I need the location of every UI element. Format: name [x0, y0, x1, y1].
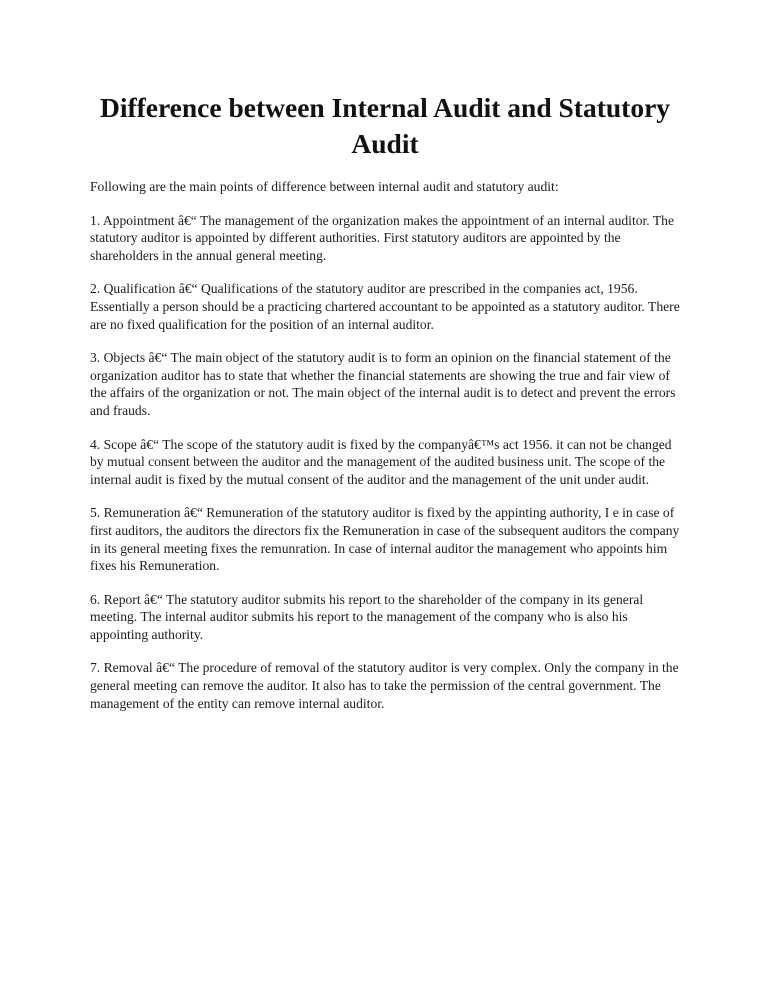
point-report: 6. Report â€“ The statutory auditor submits his report to the shareholder of the company in its general meeting. The internal auditor submits his report to the management of the company who is also his appointing authority.: [90, 591, 644, 642]
document-title: Difference between Internal Audit and Statutory Audit: [99, 92, 671, 159]
document-body: [90, 178, 680, 728]
point-appointment: 1. Appointment â€“ The management of the organization makes the appointment of an internal auditor. The statutory auditor is appointed by different authorities. First statutory auditors are appointed by the shareholders in the annual general meeting.: [90, 212, 674, 263]
point-scope: 4. Scope â€“ The scope of the statutory audit is fixed by the companyâ€™s act 1956. it can not be changed by mutual consent between the auditor and the management of the audited business unit. The scope of the internal audit is fixed by the mutual consent of the auditor and the management of the unit under audit.: [90, 436, 672, 487]
point-remuneration: 5. Remuneration â€“ Remuneration of the statutory auditor is fixed by the appinting authority, I e in case of first auditors, the auditors the directors fix the Remuneration in case of the subsequent auditors the company in its general meeting fixes the remunration. In case of internal auditor the management who appoints him fixes his Remuneration.: [90, 505, 680, 574]
point-qualification: 2. Qualification â€“ Qualifications of the statutory auditor are prescribed in the companies act, 1956. Essentially a person should be a practicing chartered accountant to be appointed as a statutory auditor. There are no fixed qualification for the position of an internal auditor.: [90, 281, 680, 332]
point-removal: 7. Removal â€“ The procedure of removal of the statutory auditor is very complex. Only the company in the general meeting can remove the auditor. It also has to take the permission of the central government. The management of the entity can remove internal auditor.: [90, 660, 679, 711]
intro-paragraph: Following are the main points of difference between internal audit and statutory audit:: [90, 179, 559, 194]
point-objects: 3. Objects â€“ The main object of the statutory audit is to form an opinion on the financial statement of the organization auditor has to state that whether the financial statements are showing the true and fair view of the affairs of the organization or not. The main object of the internal audit is to detect and prevent the errors and frauds.: [90, 350, 676, 418]
